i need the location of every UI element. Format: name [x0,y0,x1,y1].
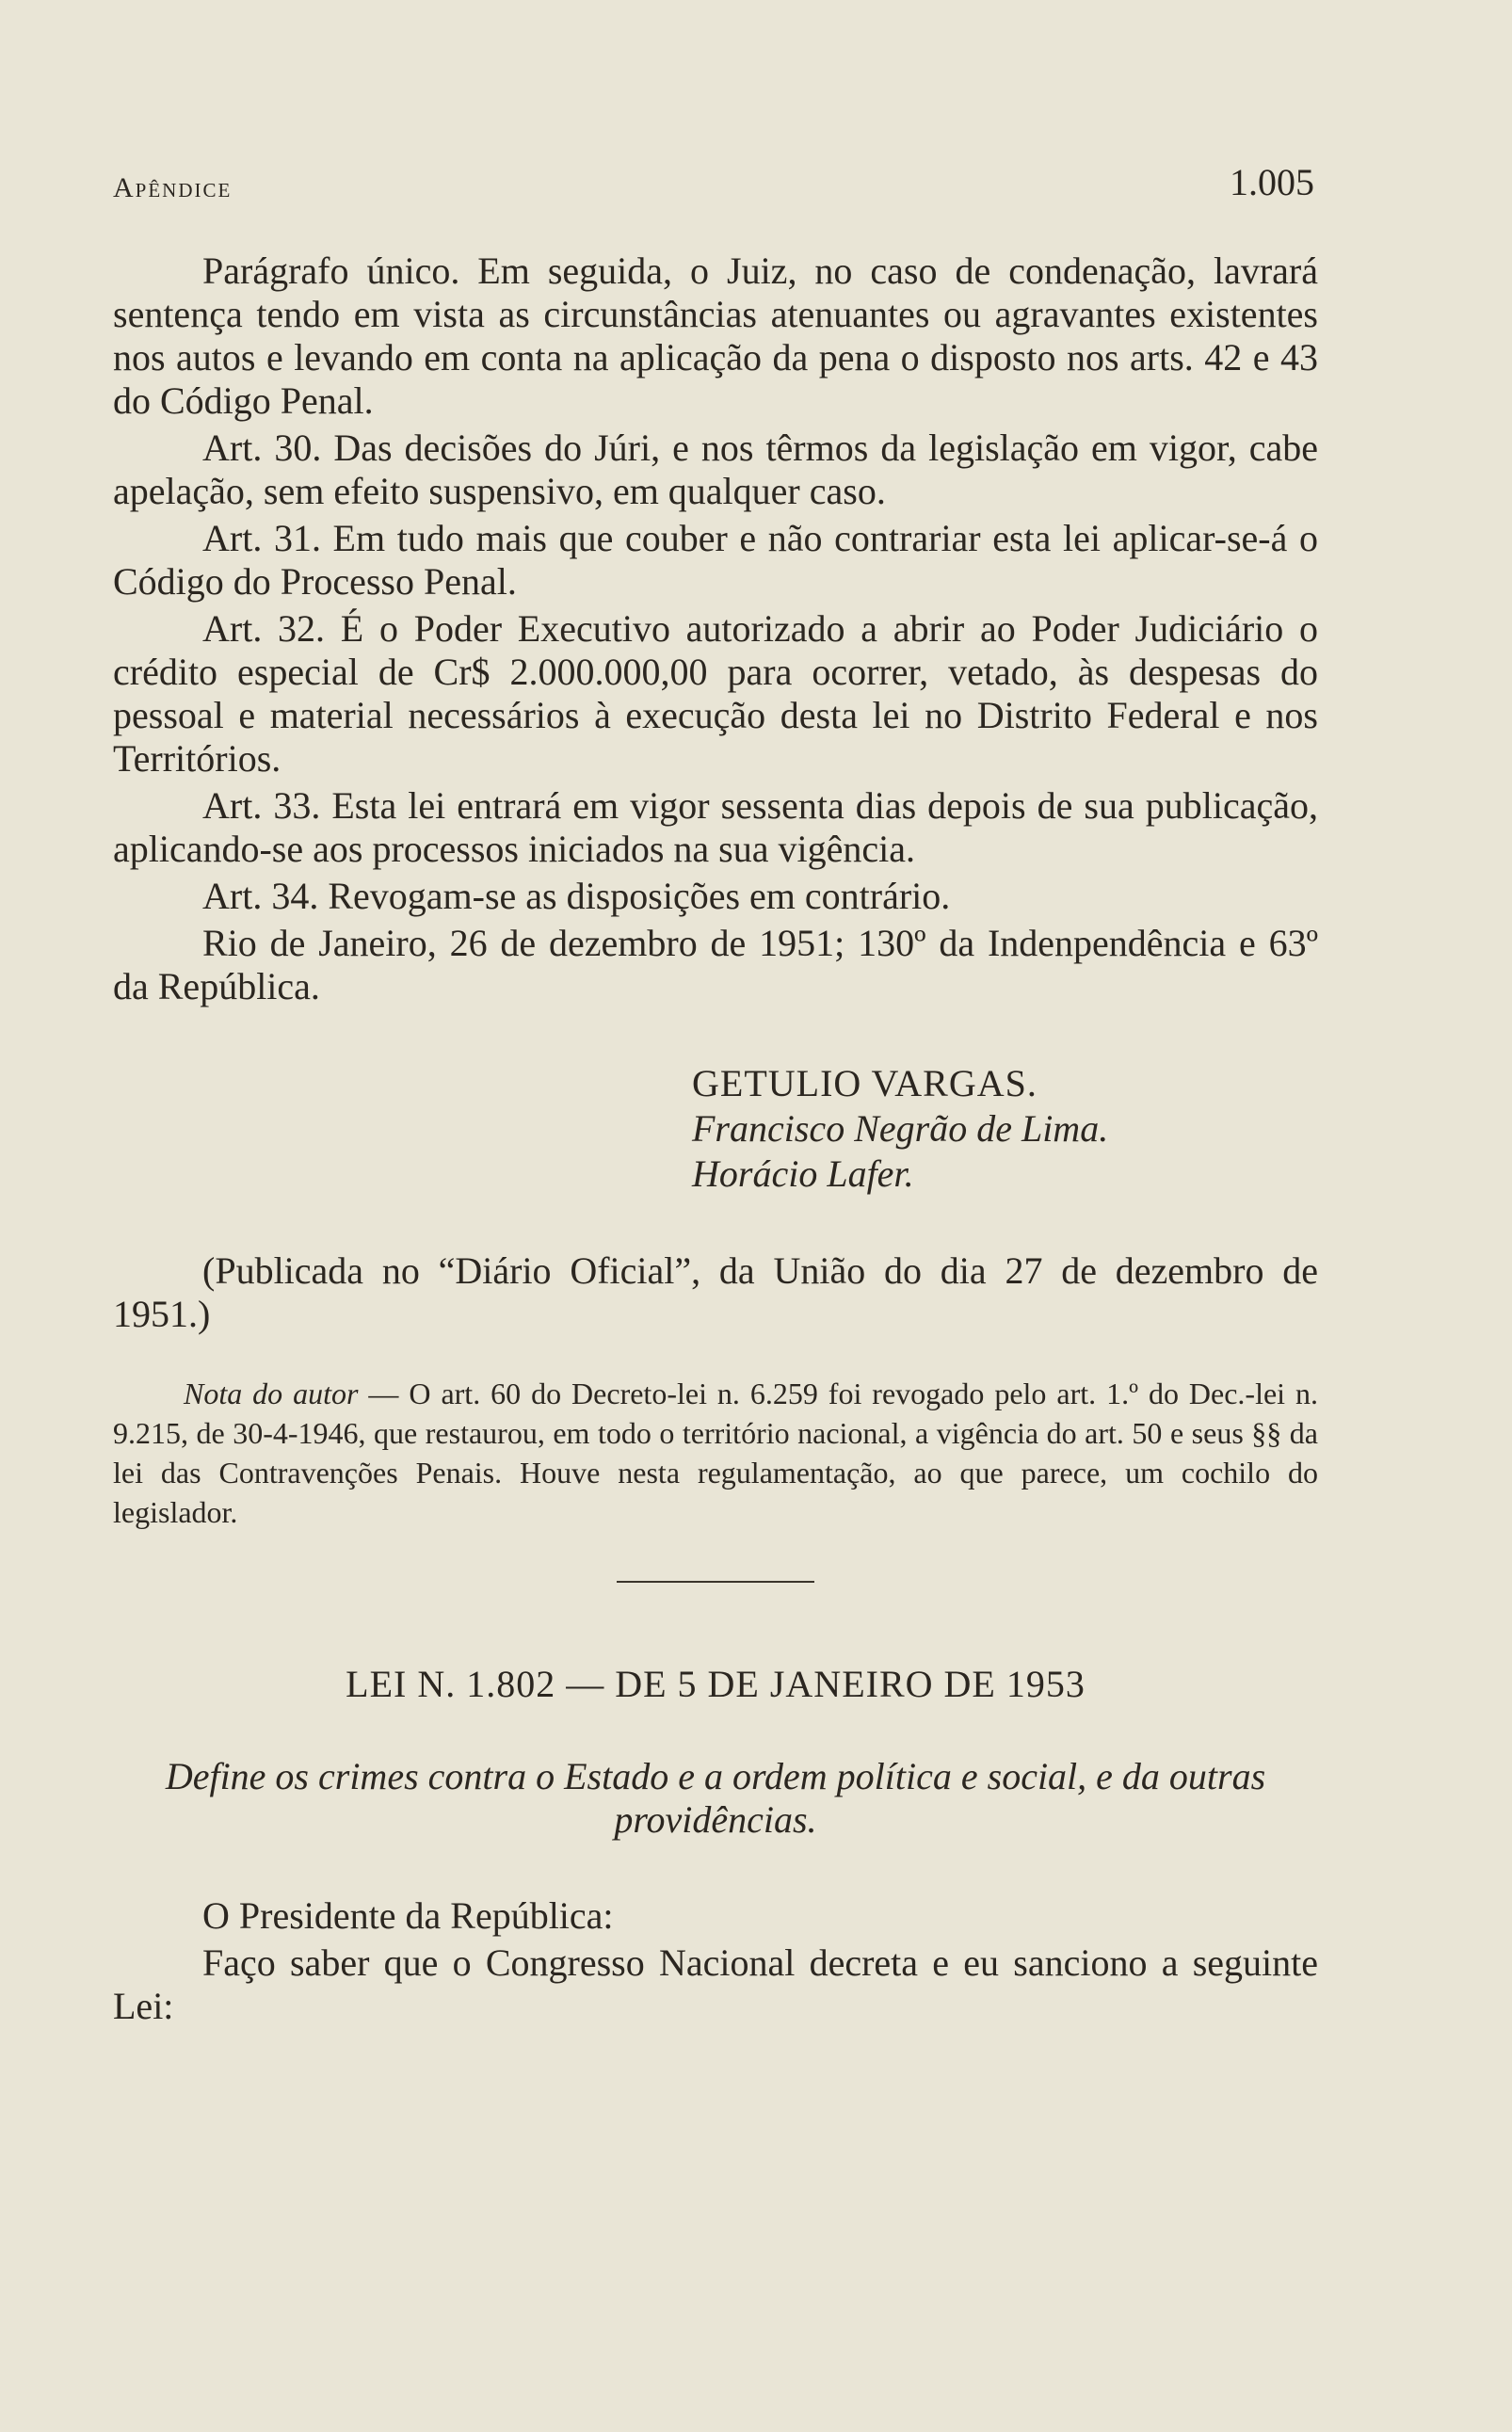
signature-president: GETULIO VARGAS. [692,1062,1037,1104]
signature-minister-2: Horácio Lafer. [692,1152,914,1195]
page-body [113,250,1318,2032]
author-note-text: — O art. 60 do Decreto-lei n. 6.259 foi revogado pelo art. 1.º do Dec.-lei n. 9.215, de 30-4-1946, que restaurou, em todo o território nacional, a vigência do art. 50 e seus §§ da lei das Contravenções Penais. Houve nesta regulamentação, ao que parece, um cochilo do legislador. [113,1377,1319,1529]
publication-note: (Publicada no “Diário Oficial”, da União do dia 27 de dezembro de 1951.) [113,1249,1318,1335]
article-30: Art. 30. Das decisões do Júri, e nos têrmos da legislação em vigor, cabe apelação, sem efeito suspensivo, em qualquer caso. [113,427,1318,512]
law-title: LEI N. 1.802 — DE 5 DE JANEIRO DE 1953 [346,1663,1086,1705]
page-number: 1.005 [1230,161,1314,203]
article-34: Art. 34. Revogam-se as disposições em contrário. [202,875,951,917]
signature-block [692,1061,1318,1197]
article-31: Art. 31. Em tudo mais que couber e não contrariar esta lei aplicar-se-á o Código do Processo Penal. [113,517,1318,603]
preamble-line-2: Faço saber que o Congresso Nacional decreta e eu sanciono a seguinte Lei: [113,1941,1318,2027]
running-header: Apêndice [113,172,233,203]
law-subtitle: Define os crimes contra o Estado e a ordem política e social, e da outras providências. [165,1755,1266,1841]
article-33: Art. 33. Esta lei entrará em vigor sessenta dias depois de sua publicação, aplicando-se aos processos iniciados na sua vigência. [113,784,1318,870]
section-divider [617,1581,814,1583]
author-note-label: Nota do autor [184,1377,359,1410]
article-32: Art. 32. É o Poder Executivo autorizado a abrir ao Poder Judiciário o crédito especial de Cr$ 2.000.000,00 para ocorrer, vetado, às despesas do pessoal e material necessários à execução desta lei no Distrito Federal e nos Territórios. [113,607,1318,780]
paragraph-sole: Parágrafo único. Em seguida, o Juiz, no caso de condenação, lavrará sentença tendo em vista as circunstâncias atenuantes ou agravantes existentes nos autos e levando em conta na aplicação da pena o disposto nos arts. 42 e 43 do Código Penal. [113,250,1318,422]
law-preamble [113,1894,1318,2028]
author-note [113,1374,1318,1532]
date-place: Rio de Janeiro, 26 de dezembro de 1951; 130º da Indenpendência e 63º da República. [113,922,1318,1007]
preamble-line-1: O Presidente da República: [202,1894,614,1937]
signature-minister-1: Francisco Negrão de Lima. [692,1107,1109,1150]
